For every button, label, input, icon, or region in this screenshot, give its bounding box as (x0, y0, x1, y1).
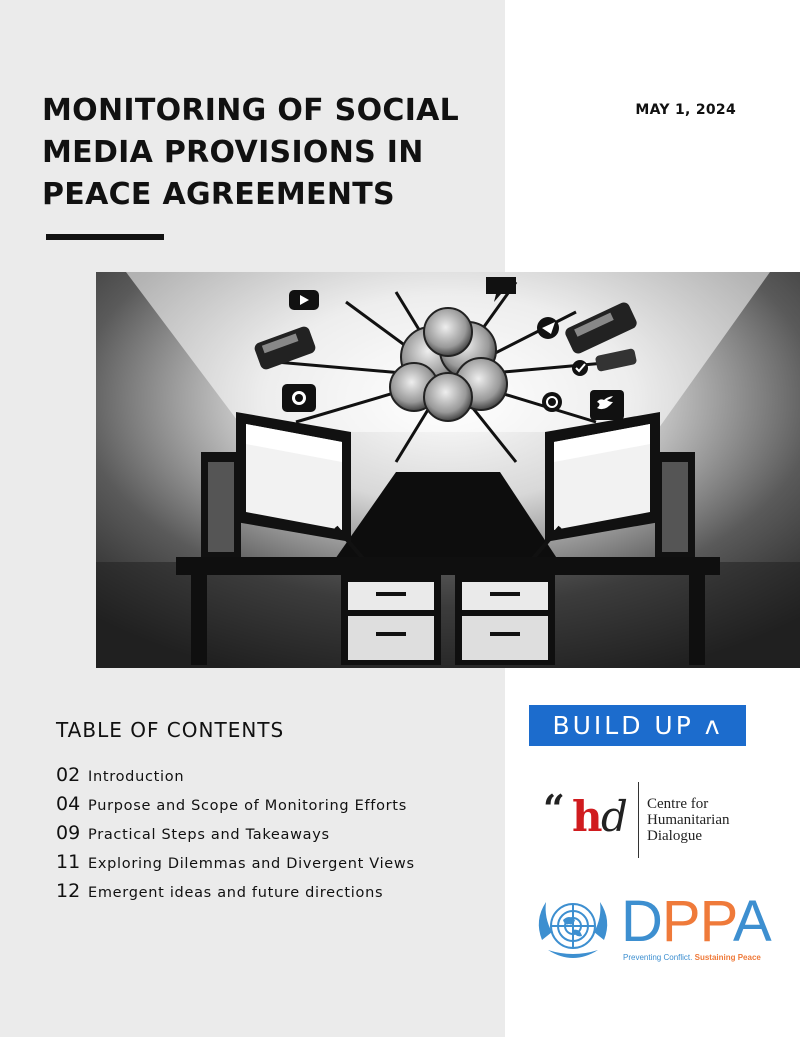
hd-name-line: Humanitarian (647, 812, 730, 828)
dppa-tagline-part: Preventing Conflict. (623, 953, 693, 962)
toc-page-number: 12 (56, 880, 81, 902)
hd-name-line: Dialogue (647, 828, 702, 844)
toc-item[interactable] (56, 793, 415, 822)
hd-quote-mark: “ (543, 786, 565, 831)
twitter-icon (590, 390, 624, 420)
toc-item[interactable] (56, 764, 415, 793)
dppa-letters-pp: PP (661, 889, 733, 954)
toc-label: Exploring Dilemmas and Divergent Views (88, 856, 415, 872)
hd-centre-logo (543, 780, 743, 860)
toc-label: Practical Steps and Takeaways (88, 827, 330, 843)
toc-page-number: 11 (56, 851, 81, 873)
toc-label: Purpose and Scope of Monitoring Efforts (88, 798, 407, 814)
toc-page-number: 04 (56, 793, 81, 815)
report-date: MAY 1, 2024 (635, 102, 736, 118)
buildup-logo: BUILD UP ʌ (529, 705, 746, 746)
dppa-wordmark (621, 888, 771, 955)
toc-label: Introduction (88, 769, 185, 785)
toc-item[interactable] (56, 851, 415, 880)
telegram-icon (537, 317, 559, 339)
cover-illustration (96, 272, 800, 668)
toc-item[interactable] (56, 822, 415, 851)
toc-item[interactable] (56, 880, 415, 909)
hd-centre-name (647, 796, 747, 844)
youtube-icon (289, 290, 319, 310)
title-underline (46, 234, 164, 240)
hd-d-letter: d (601, 792, 628, 841)
toc-heading: TABLE OF CONTENTS (56, 718, 285, 742)
dppa-letter-a: A (732, 889, 771, 954)
toc-page-number: 09 (56, 822, 81, 844)
toc-label: Emergent ideas and future directions (88, 885, 384, 901)
hd-h-letter: h (572, 792, 603, 841)
hd-name-line: Centre for (647, 796, 709, 812)
un-dppa-logo (528, 889, 771, 970)
hd-divider (638, 782, 639, 858)
report-title: MONITORING OF SOCIAL MEDIA PROVISIONS IN PEACE AGREEMENTS (42, 93, 460, 212)
un-emblem-icon (528, 890, 618, 968)
dppa-tagline-part: Sustaining Peace (694, 953, 761, 962)
dppa-letter-d: D (621, 889, 662, 954)
toc-list (56, 764, 415, 909)
camera-icon (282, 384, 316, 412)
check-icon (572, 360, 588, 376)
dppa-tagline (623, 953, 761, 962)
phone-icon (542, 392, 562, 412)
toc-page-number: 02 (56, 764, 81, 786)
